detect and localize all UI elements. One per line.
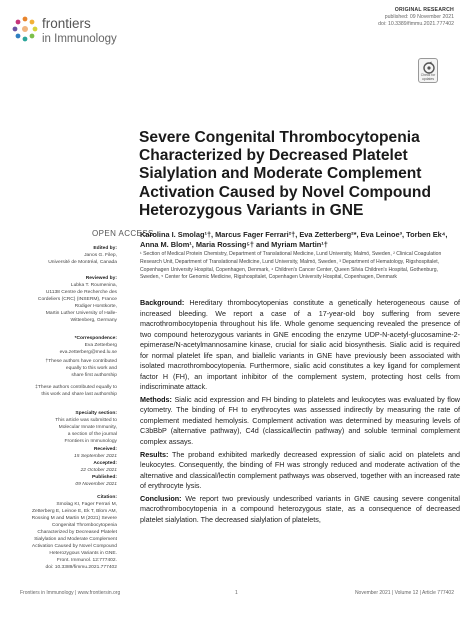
reviewed-by-heading: Reviewed by: bbox=[85, 276, 117, 281]
results-label: Results: bbox=[140, 449, 169, 459]
citation-line: Activation Caused by Novel Compound bbox=[31, 544, 117, 549]
published-sidebar-date: 09 November 2021 bbox=[75, 482, 117, 487]
citation-doi[interactable]: doi: 10.3389/fimmu.2021.777402 bbox=[45, 565, 117, 570]
reviewer-line: Cordeliers (CRC) (INSERM), France bbox=[37, 297, 117, 302]
abstract-results bbox=[140, 450, 460, 492]
reviewer-line: U1138 Centre de Recherche des bbox=[45, 290, 117, 295]
journal-subtitle: in Immunology bbox=[42, 33, 117, 45]
article-type: ORIGINAL RESEARCH bbox=[394, 7, 454, 13]
note-line: share first authorship bbox=[71, 373, 117, 378]
article-doi[interactable]: doi: 10.3389/fimmu.2021.777402 bbox=[378, 21, 454, 28]
open-access-label: OPEN ACCESS bbox=[92, 229, 154, 238]
published-label: Published: bbox=[92, 475, 117, 480]
results-text: The proband exhibited markedly decreased expression of sialic acid on platelets and leukocytes. Consequently, the binding of FH was strongly reduced and moderate activation of the alternative and classical/lectin complement pathways was observed, together with an increased rate of erythrocyte lysis. bbox=[140, 449, 460, 491]
page-number: 1 bbox=[235, 590, 238, 596]
citation-line: Rossing M and Martin M (2021) Severe bbox=[31, 516, 117, 521]
reviewer-line: Martin Luther University of Halle- bbox=[45, 311, 117, 316]
citation-line: Characterized by Decreased Platelet bbox=[37, 530, 117, 535]
reviewer-line: Wittenberg, Germany bbox=[70, 318, 117, 323]
specialty-heading: Specialty section: bbox=[75, 411, 117, 416]
footer-journal[interactable]: Frontiers in Immunology | www.frontiersin.org bbox=[20, 590, 121, 596]
abstract-methods bbox=[140, 395, 460, 448]
sidebar-dates bbox=[7, 446, 117, 488]
correspondence-email[interactable]: eva.zetterberg@med.lu.se bbox=[59, 350, 117, 355]
sidebar-reviewed-by bbox=[7, 275, 117, 324]
specialty-line: a section of the journal bbox=[67, 432, 117, 437]
sidebar-citation bbox=[7, 494, 117, 571]
footer-article-info: November 2021 | Volume 12 | Article 777402 bbox=[354, 590, 454, 596]
note-line: this work and share last authorship bbox=[41, 392, 117, 397]
conclusion-label: Conclusion: bbox=[140, 493, 182, 503]
note-line: equally to this work and bbox=[65, 366, 117, 371]
note-line: †These authors have contributed bbox=[45, 359, 117, 364]
specialty-line: Molecular Innate Immunity, bbox=[58, 425, 117, 430]
conclusion-text: We report two previously undescribed variants in GNE causing severe congenital macrothrombocytopenia in a compound heterozygous state, as a consequence of decreased platelet sialylation. The decreased sialylation of platelets, bbox=[140, 493, 460, 524]
correspondence-heading: *Correspondence: bbox=[74, 336, 117, 341]
methods-label: Methods: bbox=[140, 394, 172, 404]
reviewer-line: Rüdiger Horstkorte, bbox=[74, 304, 117, 309]
sidebar-edited-by bbox=[7, 245, 117, 266]
accepted-label: Accepted: bbox=[93, 461, 117, 466]
received-label: Received: bbox=[93, 447, 117, 452]
citation-line: Smolag KI, Fager Ferrari M, bbox=[56, 502, 117, 507]
note-line: ‡These authors contributed equally to bbox=[35, 385, 117, 390]
check-for-updates-badge[interactable] bbox=[418, 58, 438, 83]
received-date: 15 September 2021 bbox=[74, 454, 117, 459]
abstract-conclusion bbox=[140, 494, 460, 526]
frontiers-logo-icon bbox=[12, 16, 38, 42]
citation-line: Heterozygous Variants in GNE. bbox=[49, 551, 117, 556]
specialty-line: This article was submitted to bbox=[55, 418, 117, 423]
accepted-date: 22 October 2021 bbox=[80, 468, 117, 473]
abstract bbox=[140, 298, 460, 528]
article-meta bbox=[378, 7, 454, 29]
citation-line: Front. Immunol. 12:777402. bbox=[56, 558, 117, 563]
abstract-background bbox=[140, 298, 460, 393]
citation-line: Sialylation and Moderate Complement bbox=[34, 537, 117, 542]
article-title: Severe Congenital Thrombocytopenia Characterized by Decreased Platelet Sialylation and Moderate Complement Activation Caused by Novel Compound Heterozygous Variants in GNE bbox=[139, 129, 431, 219]
citation-line: Congenital Thrombocytopenia bbox=[51, 523, 117, 528]
published-date: published: 09 November 2021 bbox=[384, 14, 454, 21]
background-label: Background: bbox=[140, 298, 185, 307]
sidebar-equal-contrib bbox=[7, 358, 117, 379]
page-footer bbox=[20, 590, 454, 600]
sidebar-equal-last bbox=[7, 384, 117, 398]
author-list: Karolina I. Smolag¹†, Marcus Fager Ferrari²†, Eva Zetterberg²*, Eva Leinoe³, Torben Ek⁴, Anna M. Blom¹, Maria Rossing⁵† and Myriam Martin¹† bbox=[140, 230, 448, 249]
methods-text: Sialic acid expression and FH binding to platelets and leukocytes was evaluated by flow cytometry. The binding of FH to erythrocytes was assessed indirectly by measuring the rate of complement mediated hemolysis. Complement activation was determined by measuring levels of C3bBbP (alternative pathway), C4d (classical/lectin pathway) and soluble terminal complement complex assays. bbox=[140, 394, 461, 446]
edited-by-heading: Edited by: bbox=[93, 246, 117, 251]
correspondence-name: Eva Zetterberg bbox=[84, 343, 117, 348]
editor-line: Université de Montréal, Canada bbox=[48, 260, 117, 265]
journal-brand: frontiers bbox=[42, 16, 91, 31]
sidebar-correspondence bbox=[7, 335, 117, 356]
citation-heading: Citation: bbox=[97, 495, 117, 500]
specialty-line: Frontiers in Immunology bbox=[64, 439, 117, 444]
sidebar-specialty bbox=[7, 410, 117, 445]
editor-line: Janos G. Filep, bbox=[84, 253, 117, 258]
badge-label: Check for updates bbox=[420, 73, 436, 81]
citation-line: Zetterberg E, Leinoe E, Ek T, Blom AM, bbox=[32, 509, 117, 514]
reviewer-line: Lubka T. Roumenina, bbox=[70, 283, 117, 288]
background-text: Hereditary thrombocytopenias constitute a genetically heterogeneous cause of increased bleeding. We report a case of a 17-year-old boy suffering from severe macrothrombocytopenia throughout his life. Whole genome sequencing revealed the presence of two compound heterozygous variants in GNE encoding the enzyme UDP-N-acetyl-glucosamine-2-epimerase/N-acetylmannosamine kinase, crucial for sialic acid biosynthesis. Sialic acid is required for normal platelet life span, and biallelic variants in GNE have previously been associated with isolated macrothrombocytopenia. Furthermore, sialic acid constitutes a key ligand for complement factor H (FH), an important inhibitor of the complement system, protecting host cells from indiscriminate attack. bbox=[140, 298, 461, 391]
affiliations: ¹ Section of Medical Protein Chemistry, Department of Translational Medicine, Lund University, Malmö, Sweden, ² Clinical Coagulation Research Unit, Department of Translational Medicine, Lund University, Malmö, Sweden, ³ Department of Hematology, Rigshospitalet, Copenhagen University Hospital, Copenhagen, Denmark, ⁴ Children's Cancer Center, Queen Silvia Children's Hospital, Gothenburg, Sweden, ⁵ Center for Genomic Medicine, Rigshospitalet, Copenhagen University Hospital, Copenhagen, Denmark bbox=[140, 251, 442, 281]
